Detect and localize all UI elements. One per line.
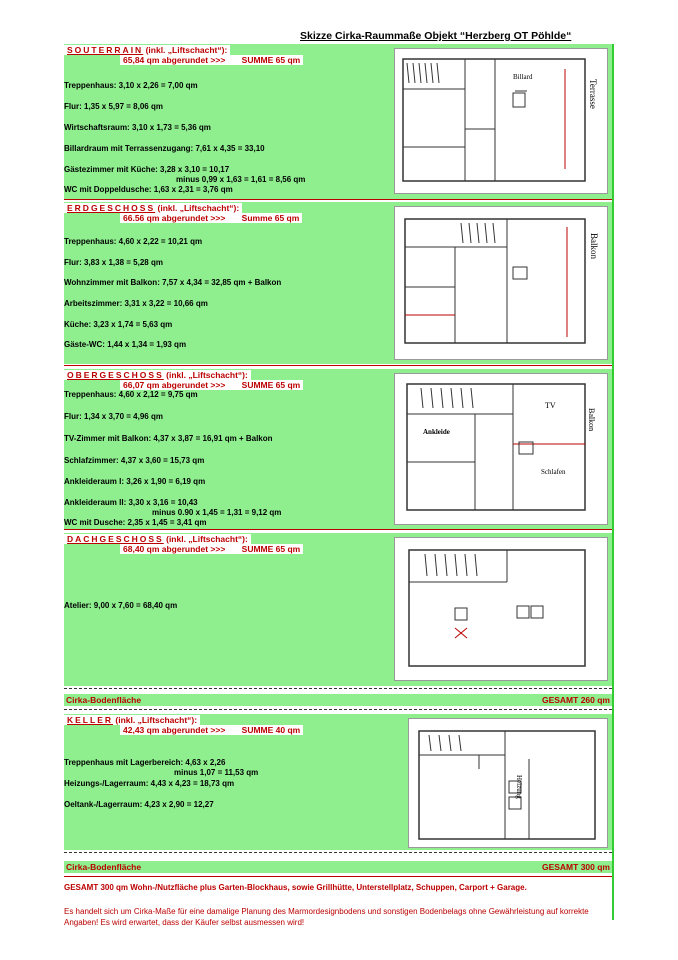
room-line: Flur: 1,34 x 3,70 = 4,96 qm [64,412,163,421]
obergeschoss-heading [64,370,251,380]
room-line: minus 0,99 x 1,63 = 1,61 = 8,56 qm [176,175,306,184]
room-line: Treppenhaus mit Lagerbereich: 4,63 x 2,26 [64,758,226,767]
room-line: Treppenhaus: 3,10 x 2,26 = 7,00 qm [64,81,198,90]
dachgeschoss-sum: SUMME 65 qm [241,544,301,554]
tv-label: TV [545,401,556,410]
dachgeschoss-name: DACHGESCHOSS [67,534,164,544]
room-line: Treppenhaus: 4,60 x 2,12 = 9,75 qm [64,390,198,399]
souterrain-name: SOUTERRAIN [67,45,144,55]
total-label: Cirka-Bodenfläche [66,695,142,705]
terrasse-label: Terrasse [588,79,598,109]
total-row-1 [64,694,612,706]
room-line: Wohnzimmer mit Balkon: 7,57 x 4,34 = 32,85 qm + Balkon [64,278,282,287]
balkon-label-og: Balkon [587,408,596,432]
total-label: Cirka-Bodenfläche [66,862,142,872]
keller-sum-line: 42,43 qm abgerundet >>> SUMME 40 qm [120,725,303,735]
room-line: minus 0.90 x 1,45 = 1,31 = 9,12 qm [152,508,282,517]
keller-sum: SUMME 40 qm [241,725,301,735]
room-line: WC mit Dusche: 2,35 x 1,45 = 3,41 qm [64,518,207,527]
obergeschoss-sum: SUMME 65 qm [241,380,301,390]
souterrain-sum-line: 65,84 qm abgerundet >>> SUMME 65 qm [120,55,303,65]
room-line: TV-Zimmer mit Balkon: 4,37 x 3,87 = 16,91 qm + Balkon [64,434,273,443]
total-value: GESAMT 300 qm [541,862,610,872]
room-line: Heizungs-/Lagerraum: 4,43 x 4,23 = 18,73 qm [64,779,235,788]
disclaimer-text: Es handelt sich um Cirka-Maße für eine damalige Planung des Marmordesignbodens und sonstigen Bodenbelags ohne Gewährleistung auf korrekte Angaben! Es wird erwartet, dass der Käufer selbst ausmessen wird! [64,907,589,927]
room-line: WC mit Doppeldusche: 1,63 x 2,31 = 3,76 qm [64,185,233,194]
souterrain-heading [64,45,230,55]
souterrain-note: (inkl. „Liftschacht“): [145,45,228,55]
room-line: Ankleideraum II: 3,30 x 3,16 = 10,43 [64,498,198,507]
erdgeschoss-sum-line: 66.56 qm abgerundet >>> Summe 65 qm [120,213,302,223]
heizung-label: Heizung [515,775,523,799]
room-line: Billardraum mit Terrassenzugang: 7,61 x 4,35 = 33,10 [64,144,265,153]
keller-note: (inkl. „Liftschacht“): [115,715,198,725]
billard-label: Billard [513,73,533,81]
keller-name: KELLER [67,715,113,725]
room-line: Treppenhaus: 4,60 x 2,22 = 10,21 qm [64,237,203,246]
dachgeschoss-panel [64,533,612,686]
souterrain-sum: SUMME 65 qm [241,55,301,65]
room-line: Schlafzimmer: 4,37 x 3,60 = 15,73 qm [64,456,205,465]
balkon-label: Balkon [589,233,599,259]
dachgeschoss-floor-plan [394,537,608,681]
room-line: Atelier: 9,00 x 7,60 = 68,40 qm [64,601,178,610]
souterrain-panel [64,44,612,199]
room-line: Küche: 3,23 x 1,74 = 5,63 qm [64,320,173,329]
dachgeschoss-heading [64,534,251,544]
room-line: Oeltank-/Lagerraum: 4,23 x 2,90 = 12,27 [64,800,214,809]
room-line: Ankleideraum I: 3,26 x 1,90 = 6,19 qm [64,477,206,486]
room-line: Flur: 1,35 x 5,97 = 8,06 qm [64,102,163,111]
erdgeschoss-note: (inkl. „Liftschacht“): [157,203,240,213]
obergeschoss-floor-plan [394,373,608,525]
keller-heading [64,715,200,725]
room-line: minus 1,07 = 11,53 qm [174,768,259,777]
room-line: Gäste-WC: 1,44 x 1,34 = 1,93 qm [64,340,187,349]
souterrain-floor-plan [394,48,608,194]
erdgeschoss-heading [64,203,242,213]
room-line: Gästezimmer mit Küche: 3,28 x 3,10 = 10,17 [64,165,230,174]
room-line: Wirtschaftsraum: 3,10 x 1,73 = 5,36 qm [64,123,211,132]
obergeschoss-panel [64,369,612,529]
obergeschoss-note: (inkl. „Liftschacht“): [166,370,248,380]
total-value: GESAMT 260 qm [541,695,610,705]
room-line: Arbeitszimmer: 3,31 x 3,22 = 10,66 qm [64,299,208,308]
erdgeschoss-floor-plan [394,206,608,360]
ankleide-label: Ankleide [423,428,450,436]
erdgeschoss-name: ERDGESCHOSS [67,203,156,213]
obergeschoss-sum-line: 66,07 qm abgerundet >>> SUMME 65 qm [120,380,303,390]
erdgeschoss-panel [64,202,612,364]
obergeschoss-name: OBERGESCHOSS [67,370,164,380]
dachgeschoss-note: (inkl. „Liftschacht“): [166,534,248,544]
schlafen-label: Schlafen [541,468,566,476]
total-row-2 [64,861,612,873]
keller-panel [64,714,612,850]
keller-floor-plan [408,718,608,848]
page-title: Skizze Cirka-Raummaße Objekt “Herzberg OT Pöhlde“ [300,30,572,42]
room-line: Flur: 3,83 x 1,38 = 5,28 qm [64,258,163,267]
erdgeschoss-sum: Summe 65 qm [241,213,300,223]
summary-text: GESAMT 300 qm Wohn-/Nutzfläche plus Garten-Blockhaus, sowie Grillhütte, Unterstellplatz, Schuppen, Carport + Garage. [64,883,527,892]
dachgeschoss-sum-line: 68,40 qm abgerundet >>> SUMME 65 qm [120,544,303,554]
